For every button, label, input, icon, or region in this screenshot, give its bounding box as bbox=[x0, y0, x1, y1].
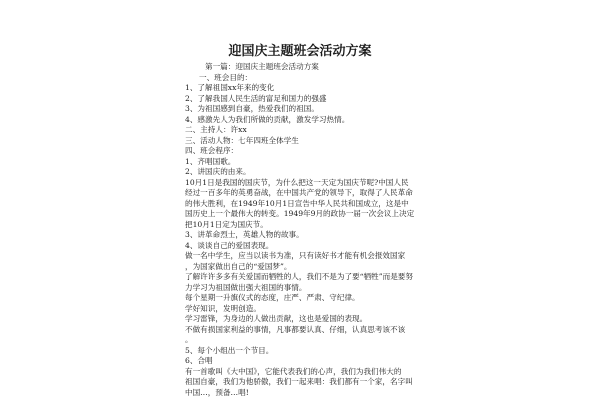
body-line: 中国…，预备…唱! bbox=[185, 387, 249, 397]
body-line: 2、了解我国人民生活的富足和国力的强盛 bbox=[185, 93, 327, 103]
body-line: 不做有损国家利益的事情，凡事都要认真、仔细，认真思考该不该 bbox=[185, 324, 406, 334]
body-line: 1、了解祖国xx年来的变化 bbox=[185, 83, 275, 92]
body-line: 每个星期一升旗仪式的态度，庄严、严肃、守纪律。 bbox=[185, 293, 360, 302]
body-line: 四、班会程序： bbox=[185, 146, 239, 155]
body-line: 二、主持人：许xx bbox=[185, 125, 247, 134]
body-line: 3、为祖国感到自豪，热爱我们的祖国。 bbox=[185, 104, 319, 113]
body-line: 三、活动人物：七年四班全体学生 bbox=[185, 135, 299, 145]
body-line: 把10月1日定为国庆节。 bbox=[185, 219, 268, 229]
body-line: 了解许许多多有关爱国而牺牲的人，我们不是为了要“牺牲”而是要努 bbox=[185, 272, 413, 281]
body-line: 祖国自豪，我们为他骄傲，我们一起来唱：我们都有一个家，名字叫 bbox=[185, 377, 413, 386]
body-line: 学习雷锋，为身边的人做出贡献，这也是爱国的表现。 bbox=[185, 314, 368, 323]
body-line: 的伟大胜利，在1949年10月1日宣告中华人民共和国成立，这是中 bbox=[185, 198, 409, 208]
body-line: 2、讲国庆的由来。 bbox=[185, 167, 251, 176]
body-line: 1、齐唱国歌。 bbox=[185, 156, 236, 166]
body-line: ，为国家做出自己的“爱国梦”。 bbox=[185, 261, 292, 271]
body-line: 力学习为祖国做出强大祖国的事情。 bbox=[185, 282, 307, 292]
body-line: 有一首歌叫《大中国》，它能代表我们的心声，我们为我们伟大的 bbox=[185, 366, 402, 376]
body-line: 国历史上一个最伟大的转变。1949年9月的政协一届一次会议上决定 bbox=[185, 209, 415, 218]
document-title: 迎国庆主题班会活动方案 bbox=[228, 44, 372, 59]
body-line: 3、讲革命烈士，英雄人物的故事。 bbox=[185, 230, 304, 239]
body-line: 4、谈谈自己的爱国表现。 bbox=[185, 240, 274, 250]
body-line: 一、班会目的： bbox=[199, 72, 253, 82]
body-line: 6、合唱 bbox=[185, 356, 213, 365]
body-line: 4、感激先人为我们所做的贡献，激发学习热情。 bbox=[185, 114, 350, 124]
body-line: 第一篇：迎国庆主题班会活动方案 bbox=[205, 62, 319, 71]
body-line: 做一名中学生，应当以读书为准，只有读好书才能有机会报效国家 bbox=[185, 251, 406, 260]
body-line: 。 bbox=[185, 335, 193, 344]
body-line: 学好知识，发明创造。 bbox=[185, 303, 261, 313]
document-body bbox=[185, 62, 415, 398]
body-line: 5、每个小组出一个节目。 bbox=[185, 345, 274, 355]
body-line: 10月1日是我国的国庆节，为什么把这一天定为国庆节呢?中国人民 bbox=[185, 177, 409, 187]
body-line: 经过一百多年的英勇奋战，在中国共产党的领导下，取得了人民革命 bbox=[185, 188, 413, 197]
